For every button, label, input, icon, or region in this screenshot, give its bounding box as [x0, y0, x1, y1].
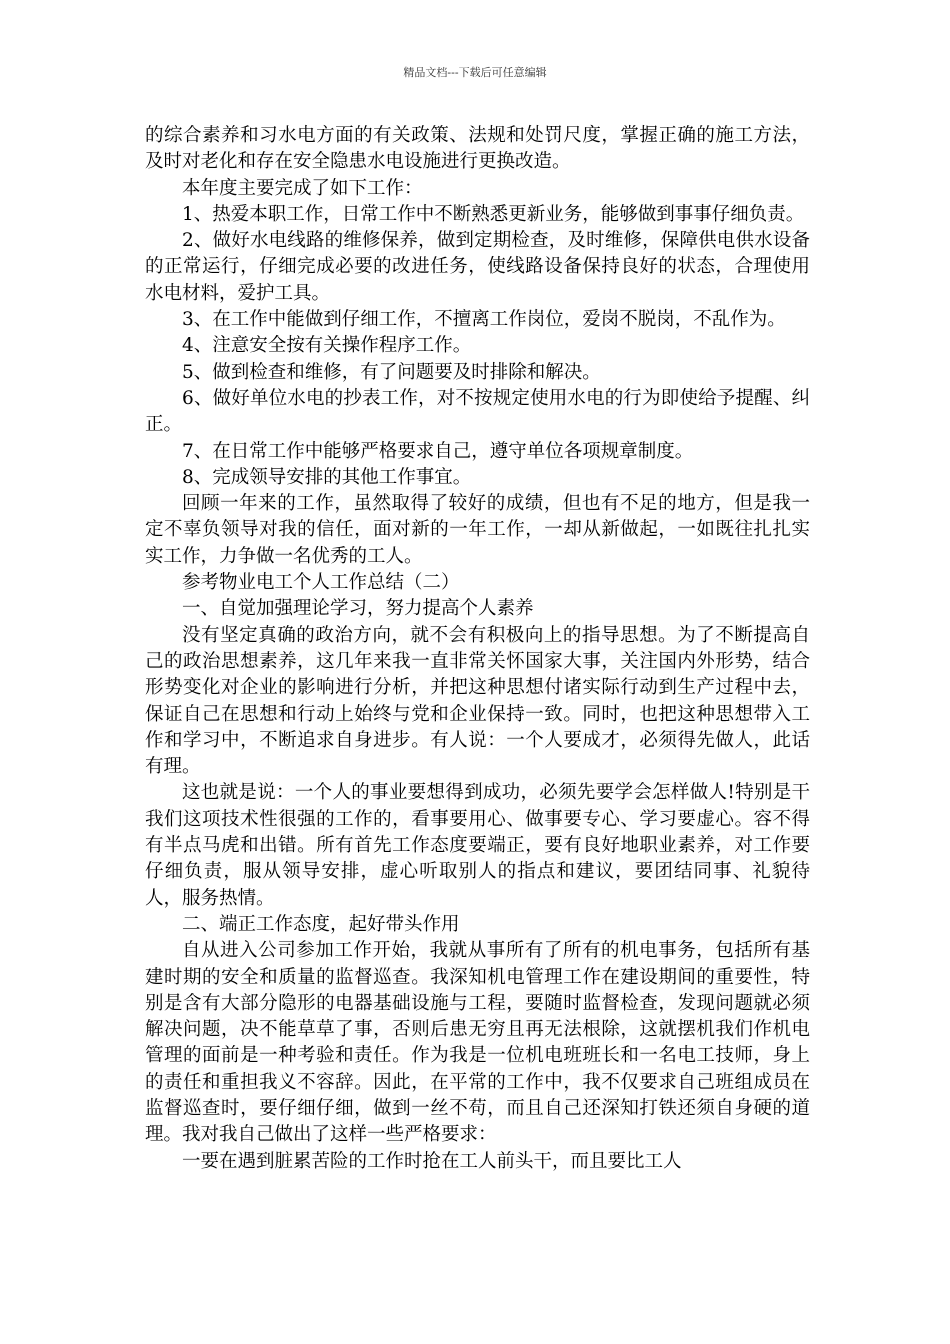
paragraph: 3、在工作中能做到仔细工作，不擅离工作岗位，爱岗不脱岗，不乱作为。 [182, 309, 786, 331]
paragraph: 8、完成领导安排的其他工作事宜。 [182, 466, 472, 488]
section-heading: 二、端正工作态度，起好带头作用 [182, 913, 460, 935]
paragraph: 4、注意安全按有关操作程序工作。 [182, 335, 472, 357]
paragraph: 5、做到检查和维修，有了问题要及时排除和解决。 [182, 361, 601, 383]
document-body [145, 123, 810, 1175]
paragraph: 本年度主要完成了如下工作： [182, 177, 423, 199]
paragraph: 这也就是说：一个人的事业要想得到成功，必须先要学会怎样做人!特别是干我们这项技术性很强的工作的，看事要用心、做事要专心、学习要虚心。容不得有半点马虎和出错。所有首先工作态度要端正，要有良好地职业素养，对工作要仔细负责，服从领导安排，虚心听取别人的指点和建议，要团结同事、礼貌待人，服务热情。 [145, 782, 810, 909]
paragraph: 一要在遇到脏累苦险的工作时抢在工人前头干，而且要比工人 [182, 1150, 682, 1172]
paragraph: 没有坚定真确的政治方向，就不会有积极向上的指导思想。为了不断提高自己的政治思想素养，这几年来我一直非常关怀国家大事，关注国内外形势，结合形势变化对企业的影响进行分析，并把这种思想付诸实际行动到生产过程中去，保证自己在思想和行动上始终与党和企业保持一致。同时，也把这种思想带入工作和学习中，不断追求自身进步。有人说：一个人要成才，必须得先做人，此话有理。 [145, 624, 810, 778]
section-title: 参考物业电工个人工作总结（二） [182, 572, 460, 594]
paragraph: 自从进入公司参加工作开始，我就从事所有了所有的机电事务，包括所有基建时期的安全和质量的监督巡查。我深知机电管理工作在建设期间的重要性，特别是含有大部分隐形的电器基础设施与工程，要随时监督检查，发现问题就必须解决问题，决不能草草了事，否则后患无穷且再无法根除，这就摆机我们作机电管理的面前是一种考验和责任。作为我是一位机电班班长和一名电工技师，身上的责任和重担我义不容辞。因此，在平常的工作中，我不仅要求自己班组成员在监督巡查时，要仔细仔细，做到一丝不苟，而且自己还深知打铁还须自身硬的道理。我对我自己做出了这样一些严格要求： [145, 940, 810, 1146]
paragraph: 6、做好单位水电的抄表工作，对不按规定使用水电的行为即使给予提醒、纠正。 [145, 387, 810, 436]
section-heading: 一、自觉加强理论学习，努力提高个人素养 [182, 598, 534, 620]
paragraph: 7、在日常工作中能够严格要求自己，遵守单位各项规章制度。 [182, 440, 694, 462]
page-header: 精品文档---下载后可任意编辑 [403, 66, 547, 79]
paragraph: 2、做好水电线路的维修保养，做到定期检查，及时维修，保障供电供水设备的正常运行，仔细完成必要的改进任务，使线路设备保持良好的状态，合理使用水电材料，爱护工具。 [145, 230, 810, 304]
paragraph: 回顾一年来的工作，虽然取得了较好的成绩，但也有不足的地方，但是我一定不辜负领导对我的信任，面对新的一年工作，一却从新做起，一如既往扎扎实实工作，力争做一名优秀的工人。 [145, 493, 810, 567]
paragraph: 的综合素养和习水电方面的有关政策、法规和处罚尺度，掌握正确的施工方法，及时对老化和存在安全隐患水电设施进行更换改造。 [145, 125, 810, 173]
paragraph: 1、热爱本职工作，日常工作中不断熟悉更新业务，能够做到事事仔细负责。 [182, 203, 805, 225]
